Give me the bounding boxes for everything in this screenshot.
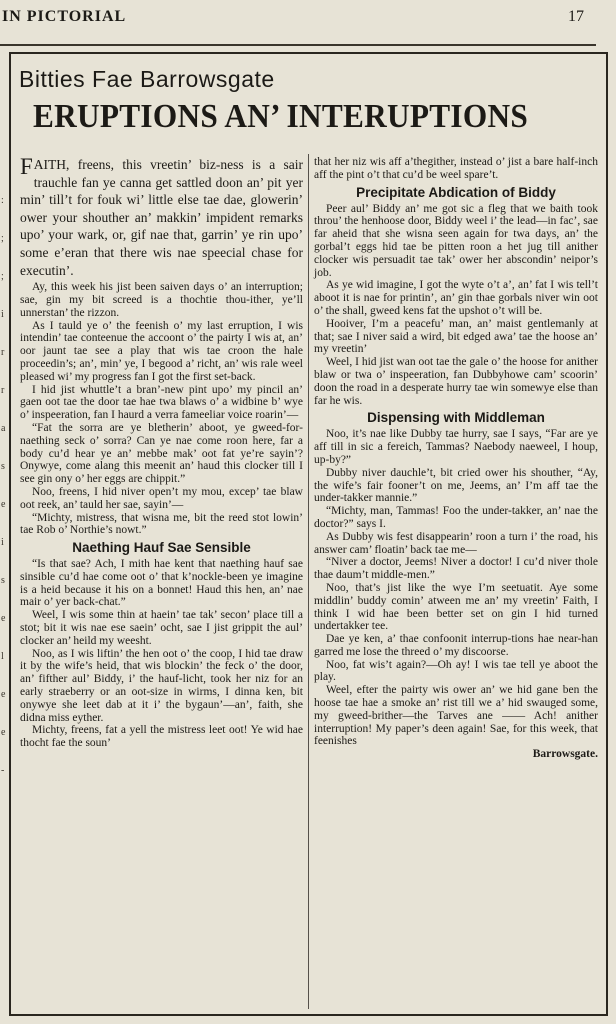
series-title: Bitties Fae Barrowsgate [19,66,275,92]
lead-paragraph [20,156,303,279]
paragraph: Dae ye ken, a’ thae confoonit interrup-tions hae near-han garred me lose the threed o’ my discoorse. [314,633,598,658]
paragraph: Hooiver, I’m a peacefu’ man, an’ maist gentlemanly at that; sae I niver said a wird, bit edged awa’ tae the hoose an’ my vreetin’ [314,317,598,356]
continuation-paragraph: that her niz wis aff a’thegither, instead o’ jist a bare half-inch aff the pint o’t that cu’d be weel spare’t. [314,156,598,181]
page-number: 17 [568,8,584,25]
lead-text: AITH, freens, this vreetin’ biz-ness is a sair trauchle fan ye canna get sattled doon an’ pit yer min’ till’t for fouk wi’ little else tae dae, glowerin’ ower your shouther an’ makkin’ impident remarks upo’ your wark, or, gif nae that, garrin’ ye rin upo’ some e’eran that there wis nae speecial chase for executin’. [20,157,303,278]
paragraph: Noo, fat wis’t again?—Oh ay! I wis tae tell ye aboot the play. [314,658,598,684]
paragraph: “Niver a doctor, Jeems! Niver a doctor! I cu’d niver thole thae daum’t middle-men.” [314,556,598,582]
signoff: Barrowsgate. [532,748,598,761]
paragraph: As I tauld ye o’ the feenish o’ my last erruption, I wis intendin’ tae conteenue the accoont o’ the pairty I wis at, an’ oor jaunt tae see a play that wis tae croon the hale proceedin’s; an’, min’ ye, I begood a’ richt, an’ wis rale weel pleased wi’ my progress fan I got the first set-back. [20,319,303,383]
gutter-char: r [1,385,5,396]
paragraph: “Fat the sorra are ye bletherin’ aboot, ye gweed-for-naething seck o’ sorra? Can ye nae come roon here, far a body cu’d hear ye an’ mebbe mak’ oot fat ye’re sayin’? Onywye, come alang this meenit an’ haud this clocker till I see gin ony o’ her eggs are chippit.” [20,421,303,486]
gutter-char: i [1,537,4,548]
paragraph: “Is that sae? Ach, I mith hae kent that naething hauf sae sinsible cu’d hae come oot o’ that k’nockle-been ye imagine is a heid because it his on a bonnet! Haud this hen, an’ nae mair o’ yer back-chat.” [20,558,303,609]
paragraph: Weel, I hid jist wan oot tae the gale o’ the hoose for anither blaw or twa o’ inspeeration, fan Dubbyhowe cam’ scoorin’ doon the road in a desperate hurry tae win somewye else than far he wis. [314,356,598,407]
page-header [0,0,616,40]
gutter-char: ; [1,233,4,244]
gutter-char: - [1,765,5,776]
paragraph: I hid jist whuttle’t a bran’-new pint upo’ my pincil an’ gaen oot tae the door tae hae twa blaws o’ a widbine b’ wye o’ inspeeration, fan I haurd a verra fameeliar voice roarin’— [20,383,303,422]
top-rule [0,44,596,46]
gutter-char: s [1,461,5,472]
subhead-naething-hauf: Naething Hauf Sae Sensible [72,540,251,556]
paragraph: Weel, I wis some thin at haein’ tae tak’ secon’ place till a stot; bit it wis nae ese saein’ ocht, sae I jist grippit the aul’ clocker an’ heild my weesht. [20,609,303,647]
gutter-char: e [1,613,6,624]
left-paragraphs-2 [20,558,303,750]
gutter-char: i [1,309,4,320]
paragraph: “Michty, mistress, that wisna me, bit the reed stot lowin’ tae Rob o’ Northie’s nowt.” [20,511,303,537]
right-column [314,156,598,761]
article-box [9,52,608,1016]
gutter-char: a [1,423,6,434]
running-head: IN PICTORIAL [2,8,127,25]
gutter-char: e [1,727,6,738]
paragraph: Ay, this week his jist been saiven days o’ an interruption; sae, gin my bit screed is a thochtie thou-ither, ye’ll unnerstan’ the rizzon. [20,281,303,319]
paragraph: Noo, it’s nae like Dubby tae hurry, sae I says, “Far are ye aff till in sic a fereich, Tammas? Naebody naeweel, I houp, up-by?” [314,428,598,466]
gutter-char: r [1,347,5,358]
left-column [20,156,303,750]
subhead-abdication: Precipitate Abdication of Biddy [356,184,556,200]
paragraph: “Michty, man, Tammas! Foo the under-takker, an’ nae the doctor?” says I. [314,505,598,530]
paragraph: Noo, that’s jist like the wye I’m seetuatit. Aye some middlin’ buddy comin’ atween me an’ my vreetin’ Faith, I think I wid hae been better set on gin I hid turned undertakker tee. [314,581,598,633]
main-title: ERUPTIONS AN’ INTERUPTIONS [33,98,529,135]
gutter-char: ; [1,271,4,282]
paragraph: Noo, as I wis liftin’ the hen oot o’ the coop, I hid tae draw it by the wife’s heid, that wis blockin’ the feck o’ the door, an’ fifther aul’ Biddy, i’ the hauf-licht, took her niz for an early straeberry or an oot-size in wirms, I dinna ken, bit onywye she leet dab at it i’ the bygaun’—an’, faith, she didna miss eyther. [20,647,303,724]
column-rule [308,154,309,1009]
gutter-char: e [1,499,6,510]
gutter-char: l [1,651,4,662]
left-paragraphs [20,281,303,537]
right-paragraphs-2 [314,428,598,748]
gutter-char: : [1,195,4,206]
paragraph: As ye wid imagine, I got the wyte o’t a’, an’ fat I wis tell’t aboot it is nae for printin’, an’ gin thae gorbals niver win oot o’ the shall, gweed kens fat the upshot o’t will be. [314,279,598,317]
gutter-char: e [1,689,6,700]
paragraph: Peer aul’ Biddy an’ me got sic a fleg that we baith took throu’ the henhoose door, Biddy weel i’ the lead—in fac’, sae far aheid that she wisna seen again for twa days, an’ the gorbal’t eggs hid tae be pitten roon a het jug till anither clocker wis persuadit tae tak’ ower her abscondin’ neipor’s job. [314,202,598,279]
subhead-middleman: Dispensing with Middleman [367,410,545,426]
paragraph: Michty, freens, fat a yell the mistress leet oot! Ye wid hae thocht fae the soun’ [20,724,303,750]
paragraph: Dubby niver dauchle’t, bit cried ower his shouther, “Ay, the wife’s fair fooner’t on me, Jeems, an’ I’m aff tae the under-takker mannie.” [314,466,598,505]
paragraph: Noo, freens, I hid niver open’t my mou, excep’ tae blaw oot reek, an’ tauld her sae, sayin’— [20,485,303,511]
paragraph: As Dubby wis fest disappearin’ roon a turn i’ the road, his answer cam’ floatin’ back tae me— [314,530,598,556]
right-paragraphs-1 [314,203,598,408]
gutter-char: s [1,575,5,586]
drop-cap: F [20,154,33,179]
left-gutter [0,56,8,1016]
paragraph: Weel, efter the pairty wis ower an’ we hid gane ben the hoose tae hae a smoke an’ rist till we a’ hid swauged some, my gweed-brither—the Tarves ane —— Ach! anither interruption! My paper’s deen again! Sae, for this week, that feenishes [314,684,598,748]
